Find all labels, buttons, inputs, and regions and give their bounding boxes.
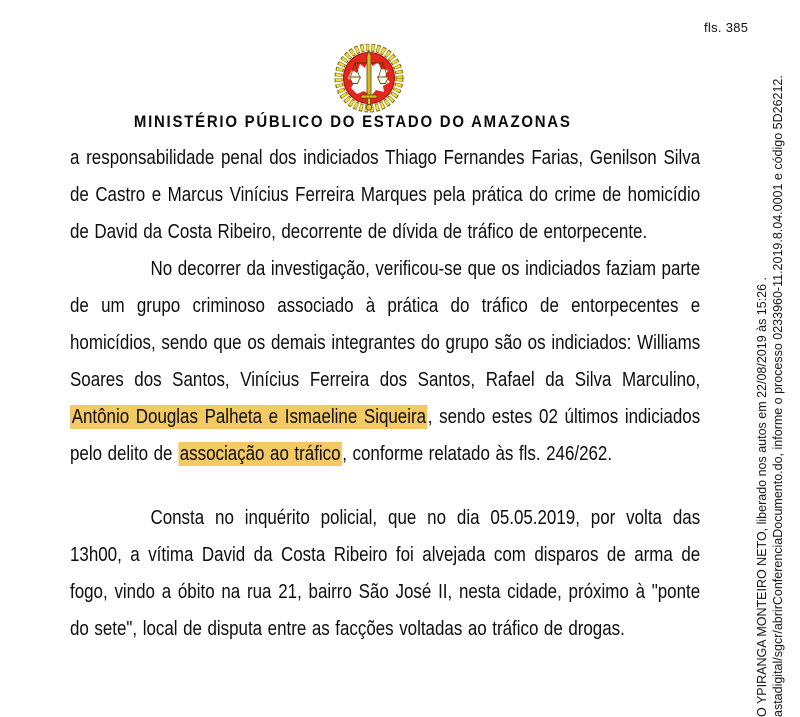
- paragraph: [70, 140, 700, 251]
- institution-title: MINISTÉRIO PÚBLICO DO ESTADO DO AMAZONAS: [133, 112, 572, 131]
- coat-of-arms-icon: [334, 44, 404, 114]
- highlighted-text: Antônio Douglas Palheta e Ismaeline Siqueira: [71, 406, 427, 428]
- document-body: [70, 140, 700, 648]
- mp-amazonas-emblem-icon: [334, 44, 404, 114]
- text-segment: , conforme relatado às fls. 246/262.: [342, 443, 613, 465]
- digital-signature-stamp-line-2: astadigital/sgcr/abrirConferenciaDocumento.do, informe o processo 0233960-11.2019.8.04.0001 e código 5D26212.: [771, 75, 785, 717]
- highlighted-text: associação ao tráfico: [179, 443, 341, 465]
- folio-number: fls. 385: [704, 20, 749, 35]
- paragraph: [70, 251, 700, 473]
- paragraph: [70, 500, 700, 648]
- header: [30, 112, 675, 132]
- text-segment: Consta no inquérito policial, que no dia 05.05.2019, por volta das 13h00, a vítima David da Costa Ribeiro foi alvejada com disparos de arma de fogo, vindo a óbito na rua 21, bairro São José II, nesta cidade, próximo à "ponte do sete", local de disputa entre as facções voltadas ao tráfico de drogas.: [70, 507, 701, 640]
- text-segment: , sendo estes 02 últimos indiciados pelo delito de: [70, 406, 701, 465]
- text-segment: a responsabilidade penal dos indiciados Thiago Fernandes Farias, Genilson Silva de Castro e Marcus Vinícius Ferreira Marques pela prática do crime de homicídio de David da Costa Ribeiro, decorrente de dívida de tráfico de entorpecente.: [70, 147, 701, 243]
- text-segment: No decorrer da investigação, verificou-se que os indiciados faziam parte de um grupo criminoso associado à prática do tráfico de entorpecentes e homicídios, sendo que os demais integrantes do grupo são os indiciados: Williams Soares dos Santos, Vinícius Ferreira dos Santos, Rafael da Silva Marculino,: [70, 258, 701, 391]
- digital-signature-stamp-line-1: O YPIRANGA MONTEIRO NETO, liberado nos autos em 22/08/2019 às 15:26 .: [755, 276, 769, 717]
